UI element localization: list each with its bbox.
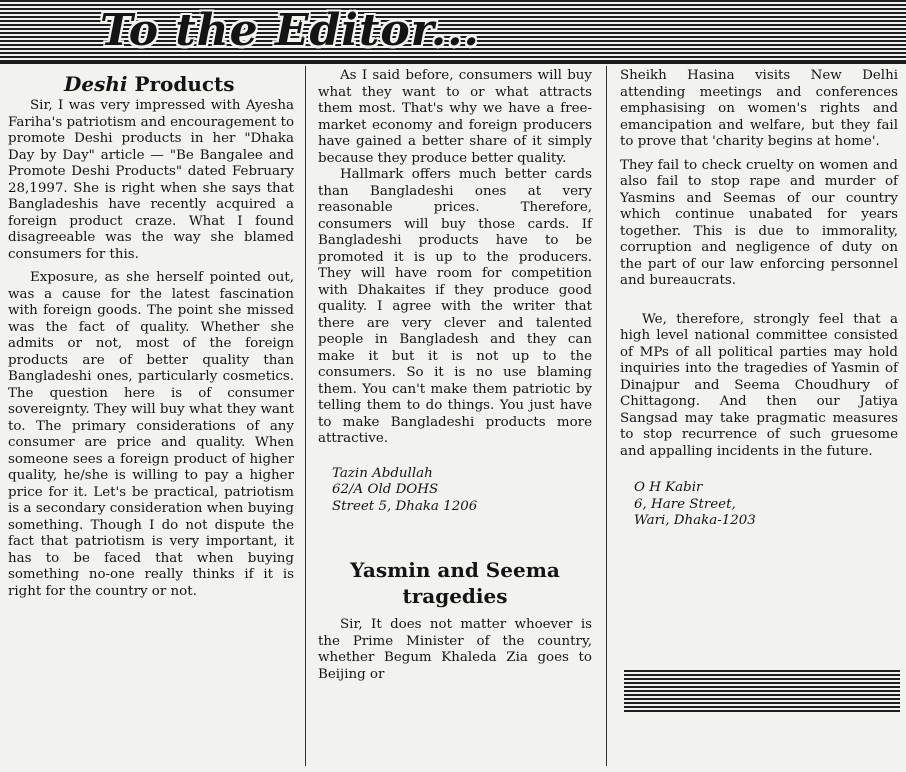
headline-rest: Products [134,72,235,96]
signature-address: Wari, Dhaka-1203 [634,513,756,528]
article-headline [64,72,294,96]
paragraph: Hallmark offers much better cards than Bangladeshi ones at very reasonable prices. Therefore, consumers will buy those cards. If Bangladeshi products have to be promoted it is up to the producers. They will have room for competition with Dhakaites if they produce good quality. I agree with the writer that there are very clever and talented people in Bangladesh and they can make it but it is not up to the consumers. So it is no use blaming them. You can't make them patriotic by telling them to do things. You just have to make Bangladeshi products more attractive. [318,167,592,446]
paragraph: We, therefore, strongly feel that a high level national committee consisted of MPs of all political parties may hold inquiries into the tragedies of Yasmin of Dinajpur and Seema Choudhury of Chittagong. And then our Jatiya Sangsad may take pragmatic measures to stop recurrence of such gruesome and appalling incidents in the future. [620,311,898,459]
signature [634,480,898,530]
headline-line: tragedies [402,584,508,608]
signature [332,466,592,516]
signature-address: 62/A Old DOHS [332,482,439,497]
paragraph: As I said before, consumers will buy what they want to or what attracts them most. That's why we have a free-market economy and foreign producers have gained a better share of it simply because they produce better quality. [318,68,592,166]
paragraph: Sheikh Hasina visits New Delhi attending meetings and conferences emphasising on women's rights and emancipation and welfare, but they fail to prove that 'charity begins at home'. [620,68,898,149]
banner [0,0,906,64]
headline-line: Yasmin and Seema [350,558,560,582]
signature-address: 6, Hare Street, [634,496,736,512]
signature-name: O H Kabir [634,480,703,495]
column-1 [8,68,294,600]
column-2 [318,68,592,683]
column-3 [620,68,898,530]
signature-name: Tazin Abdullah [332,465,433,481]
decorative-footer-block [624,668,900,712]
paragraph: Exposure, as she herself pointed out, was a cause for the latest fascination with foreign goods. The point she missed was the fact of quality. Whether she admits or not, most of the foreign products are of better quality than Bangladeshi ones, particularly cosmetics. The question here is of consumer sovereignty. They will buy what they want to. The primary considerations of any consumer are price and quality. When someone sees a foreign product of higher quality, he/she is willing to pay a higher price for it. Let's be practical, patriotism is a secondary consideration when buying something. Though I do not dispute the fact that patriotism is very important, it has to be faced that when buying something no-one really thinks if it is right for the country or not. [8,270,294,599]
paragraph: Sir, It does not matter whoever is the Prime Minister of the country, whether Begum Khaleda Zia goes to Beijing or [318,617,592,682]
signature-address: Street 5, Dhaka 1206 [332,498,478,514]
paragraph: They fail to check cruelty on women and also fail to stop rape and murder of Yasmins and Seemas of our country which continue unabated for years together. This is due to immorality, corruption and negligence of duty on the part of our law enforcing personnel and bureaucrats. [620,157,898,288]
paragraph: Sir, I was very impressed with Ayesha Fariha's patriotism and encouragement to promote Deshi products in her "Dhaka Day by Day" article — "Be Bangalee and Promote Deshi Products" dated February 28,1997. She is right when she says that Bangladeshis have recently acquired a foreign product craze. What I found disagreeable was the way she blamed consumers for this. [8,98,295,262]
page-title: To the Editor... [100,5,480,56]
column-divider [606,66,607,766]
headline-italic: Deshi [64,72,128,96]
article-headline [318,557,592,609]
column-divider [305,66,306,766]
